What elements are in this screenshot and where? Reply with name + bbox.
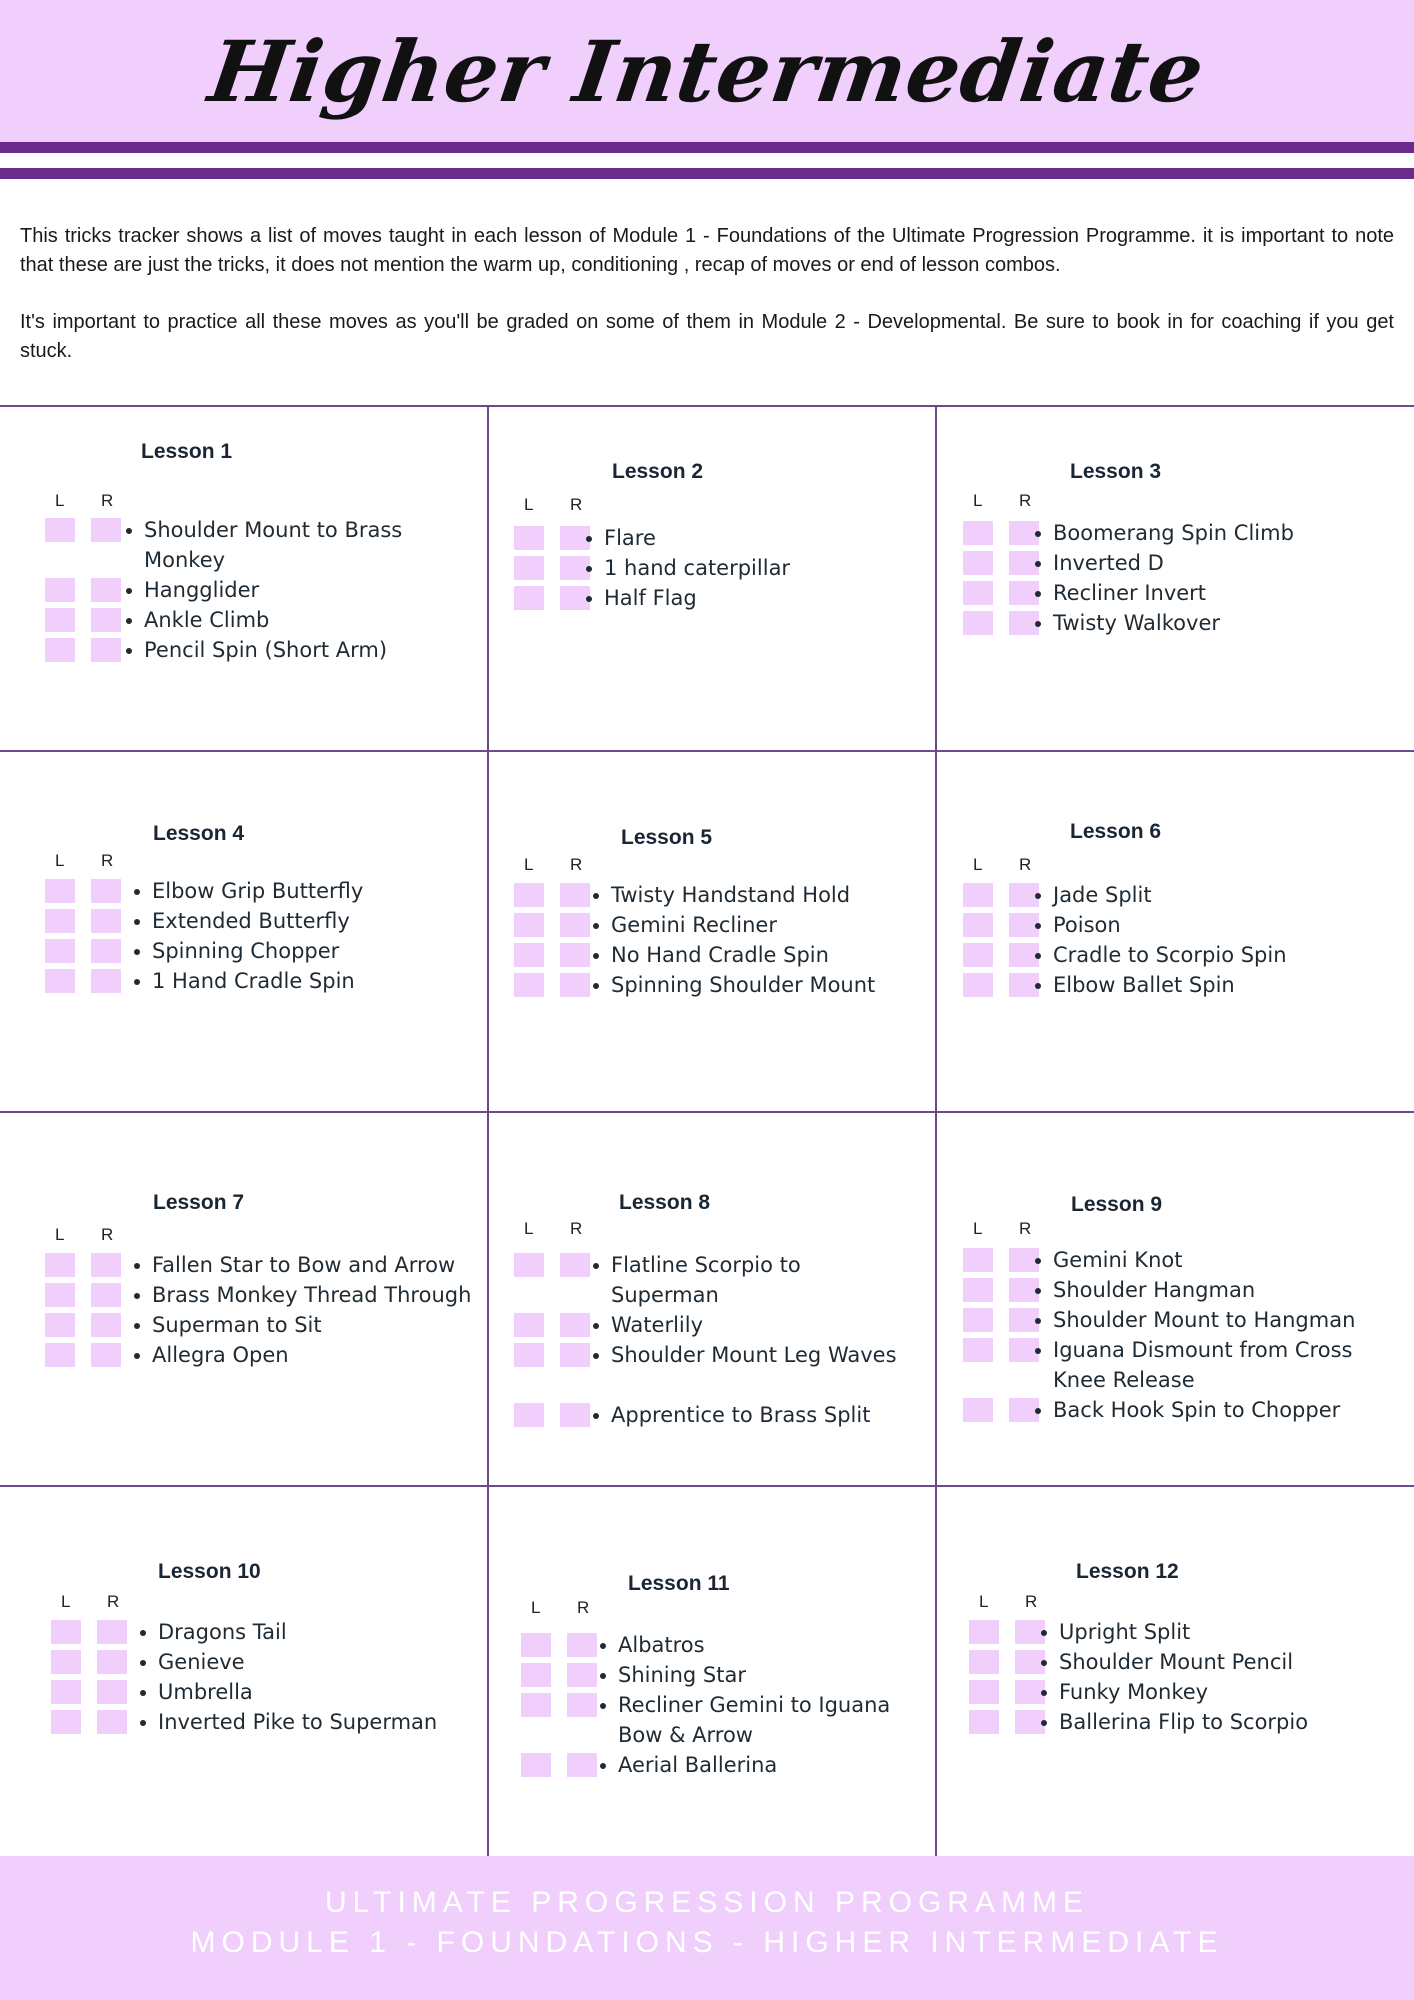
left-checkbox[interactable] <box>963 1338 993 1362</box>
move-item: Umbrella <box>158 1680 253 1704</box>
bullet-icon <box>126 588 132 594</box>
move-item: 1 Hand Cradle Spin <box>152 969 355 993</box>
bullet-icon <box>593 1413 599 1419</box>
left-checkbox[interactable] <box>45 638 75 662</box>
bullet-icon <box>600 1703 606 1709</box>
right-checkbox[interactable] <box>91 1313 121 1337</box>
left-checkbox[interactable] <box>45 1283 75 1307</box>
left-checkbox[interactable] <box>963 1308 993 1332</box>
left-checkbox[interactable] <box>45 939 75 963</box>
column-label-right: R <box>101 491 114 510</box>
move-item: Brass Monkey Thread Through <box>152 1283 472 1307</box>
left-checkbox[interactable] <box>514 913 544 937</box>
left-checkbox[interactable] <box>969 1680 999 1704</box>
grid-line-h4 <box>0 1485 1414 1487</box>
intro-paragraph-1: This tricks tracker shows a list of moves taught in each lesson of Module 1 - Foundations of the Ultimate Progression Programme. it is important to note that these are just the tricks, it does not mention the warm up, conditioning , recap of moves or end of lesson combos. <box>20 225 1394 276</box>
bullet-icon <box>1035 561 1041 567</box>
move-item: Superman to Sit <box>152 1313 322 1337</box>
bullet-icon <box>126 528 132 534</box>
left-checkbox[interactable] <box>45 578 75 602</box>
move-item: Gemini Knot <box>1053 1248 1183 1272</box>
footer-banner <box>0 1856 1414 2000</box>
left-checkbox[interactable] <box>45 608 75 632</box>
left-checkbox[interactable] <box>45 1253 75 1277</box>
bullet-icon <box>1041 1690 1047 1696</box>
right-checkbox[interactable] <box>91 909 121 933</box>
bullet-icon <box>586 566 592 572</box>
bullet-icon <box>1035 893 1041 899</box>
left-checkbox[interactable] <box>45 518 75 542</box>
left-checkbox[interactable] <box>45 1343 75 1367</box>
bullet-icon <box>1041 1660 1047 1666</box>
header-banner <box>0 0 1414 142</box>
bullet-icon <box>593 1323 599 1329</box>
move-item: 1 hand caterpillar <box>604 556 791 580</box>
column-label-left: L <box>61 1592 71 1611</box>
column-label-left: L <box>973 491 983 510</box>
right-checkbox[interactable] <box>97 1650 127 1674</box>
column-label-left: L <box>524 495 534 514</box>
left-checkbox[interactable] <box>45 1313 75 1337</box>
bullet-icon <box>1035 591 1041 597</box>
column-label-left: L <box>55 851 65 870</box>
lesson-title: Lesson 8 <box>619 1191 711 1214</box>
bullet-icon <box>126 618 132 624</box>
left-checkbox[interactable] <box>963 581 993 605</box>
move-item: No Hand Cradle Spin <box>611 943 829 967</box>
left-checkbox[interactable] <box>963 1248 993 1272</box>
grid-line-v2 <box>935 405 937 1856</box>
move-item: Pencil Spin (Short Arm) <box>144 638 388 662</box>
move-item: Recliner Gemini to Iguana Bow & Arrow <box>618 1693 891 1747</box>
lesson-title: Lesson 4 <box>153 822 245 845</box>
right-checkbox[interactable] <box>91 1253 121 1277</box>
left-checkbox[interactable] <box>963 943 993 967</box>
right-checkbox[interactable] <box>91 969 121 993</box>
move-item: Jade Split <box>1053 883 1152 907</box>
move-item: Poison <box>1053 913 1121 937</box>
left-checkbox[interactable] <box>514 1343 544 1367</box>
move-item: Twisty Handstand Hold <box>611 883 851 907</box>
right-checkbox[interactable] <box>567 1753 597 1777</box>
move-item: Recliner Invert <box>1053 581 1207 605</box>
right-checkbox[interactable] <box>91 608 121 632</box>
move-item: Gemini Recliner <box>611 913 777 937</box>
bullet-icon <box>134 979 140 985</box>
grid-line-h2 <box>0 750 1414 752</box>
move-item: Extended Butterfly <box>152 909 350 933</box>
bullet-icon <box>1035 531 1041 537</box>
move-item: Dragons Tail <box>158 1620 287 1644</box>
move-item: Inverted Pike to Superman <box>158 1710 438 1734</box>
left-checkbox[interactable] <box>514 1313 544 1337</box>
left-checkbox[interactable] <box>521 1753 551 1777</box>
move-item: Back Hook Spin to Chopper <box>1053 1398 1341 1422</box>
header-stripe-bottom <box>0 168 1414 179</box>
move-item: Fallen Star to Bow and Arrow <box>152 1253 456 1277</box>
move-item: Spinning Chopper <box>152 939 340 963</box>
right-checkbox[interactable] <box>560 1313 590 1337</box>
header-stripe-top <box>0 142 1414 153</box>
left-checkbox[interactable] <box>963 913 993 937</box>
left-checkbox[interactable] <box>969 1620 999 1644</box>
bullet-icon <box>134 1263 140 1269</box>
left-checkbox[interactable] <box>514 1253 544 1277</box>
bullet-icon <box>134 1323 140 1329</box>
left-checkbox[interactable] <box>963 883 993 907</box>
left-checkbox[interactable] <box>45 969 75 993</box>
left-checkbox[interactable] <box>963 1398 993 1422</box>
left-checkbox[interactable] <box>521 1663 551 1687</box>
left-checkbox[interactable] <box>963 1278 993 1302</box>
page-title: Higher Intermediate <box>203 22 1211 121</box>
move-item: Shoulder Mount to Brass Monkey <box>144 518 403 572</box>
bullet-icon <box>1041 1720 1047 1726</box>
lesson-title: Lesson 1 <box>141 440 233 463</box>
lesson-title: Lesson 7 <box>153 1191 245 1214</box>
bullet-icon <box>140 1630 146 1636</box>
bullet-icon <box>1035 1258 1041 1264</box>
left-checkbox[interactable] <box>514 526 544 550</box>
bullet-icon <box>140 1720 146 1726</box>
bullet-icon <box>134 949 140 955</box>
grid-line-h1 <box>0 405 1414 407</box>
left-checkbox[interactable] <box>969 1710 999 1734</box>
move-item: Flatline Scorpio to Superman <box>611 1253 801 1307</box>
column-label-right: R <box>577 1598 590 1617</box>
left-checkbox[interactable] <box>963 611 993 635</box>
footer-line-1: ULTIMATE PROGRESSION PROGRAMME <box>325 1886 1089 1919</box>
right-checkbox[interactable] <box>91 1343 121 1367</box>
bullet-icon <box>1035 953 1041 959</box>
move-item: Hangglider <box>144 578 260 602</box>
footer-line-2: MODULE 1 - FOUNDATIONS - HIGHER INTERMEDIATE <box>190 1926 1224 1959</box>
move-item: Shoulder Hangman <box>1053 1278 1256 1302</box>
right-checkbox[interactable] <box>560 913 590 937</box>
bullet-icon <box>586 596 592 602</box>
right-checkbox[interactable] <box>560 1253 590 1277</box>
right-checkbox[interactable] <box>91 638 121 662</box>
move-item: Flare <box>604 526 656 550</box>
right-checkbox[interactable] <box>560 1343 590 1367</box>
bullet-icon <box>1041 1630 1047 1636</box>
bullet-icon <box>1035 923 1041 929</box>
bullet-icon <box>1035 1348 1041 1354</box>
bullet-icon <box>134 1293 140 1299</box>
bullet-icon <box>593 1353 599 1359</box>
bullet-icon <box>593 983 599 989</box>
move-item: Shoulder Mount to Hangman <box>1053 1308 1356 1332</box>
move-item: Shoulder Mount Leg Waves <box>611 1343 897 1367</box>
left-checkbox[interactable] <box>51 1620 81 1644</box>
bullet-icon <box>1035 983 1041 989</box>
bullet-icon <box>600 1673 606 1679</box>
lesson-title: Lesson 5 <box>621 826 713 849</box>
left-checkbox[interactable] <box>51 1680 81 1704</box>
left-checkbox[interactable] <box>521 1693 551 1717</box>
right-checkbox[interactable] <box>91 939 121 963</box>
left-checkbox[interactable] <box>514 586 544 610</box>
bullet-icon <box>134 1353 140 1359</box>
right-checkbox[interactable] <box>97 1680 127 1704</box>
move-item: Shining Star <box>618 1663 746 1687</box>
move-item: Allegra Open <box>152 1343 289 1367</box>
move-item: Ankle Climb <box>144 608 270 632</box>
move-item: Boomerang Spin Climb <box>1053 521 1294 545</box>
column-label-right: R <box>101 851 114 870</box>
column-label-right: R <box>570 1219 583 1238</box>
left-checkbox[interactable] <box>45 909 75 933</box>
column-label-right: R <box>1019 491 1032 510</box>
column-label-left: L <box>531 1598 541 1617</box>
move-item: Funky Monkey <box>1059 1680 1209 1704</box>
lesson-title: Lesson 2 <box>612 460 704 483</box>
right-checkbox[interactable] <box>567 1663 597 1687</box>
move-item: Upright Split <box>1059 1620 1191 1644</box>
left-checkbox[interactable] <box>51 1650 81 1674</box>
grid-line-h3 <box>0 1111 1414 1113</box>
column-label-left: L <box>55 491 65 510</box>
move-item: Waterlily <box>611 1313 704 1337</box>
bullet-icon <box>593 893 599 899</box>
lesson-title: Lesson 9 <box>1071 1193 1163 1216</box>
column-label-right: R <box>570 855 583 874</box>
right-checkbox[interactable] <box>97 1620 127 1644</box>
move-item: Twisty Walkover <box>1053 611 1221 635</box>
move-item: Elbow Grip Butterfly <box>152 879 364 903</box>
move-item: Inverted D <box>1053 551 1164 575</box>
move-item: Spinning Shoulder Mount <box>611 973 876 997</box>
right-checkbox[interactable] <box>91 879 121 903</box>
bullet-icon <box>593 923 599 929</box>
left-checkbox[interactable] <box>51 1710 81 1734</box>
move-item: Elbow Ballet Spin <box>1053 973 1235 997</box>
intro-text <box>20 222 1394 394</box>
left-checkbox[interactable] <box>514 973 544 997</box>
left-checkbox[interactable] <box>514 1403 544 1427</box>
left-checkbox[interactable] <box>521 1633 551 1657</box>
lesson-title: Lesson 3 <box>1070 460 1162 483</box>
column-label-left: L <box>973 855 983 874</box>
left-checkbox[interactable] <box>514 556 544 580</box>
column-label-left: L <box>973 1219 983 1238</box>
stripe-gap <box>0 153 1414 168</box>
column-label-right: R <box>1019 855 1032 874</box>
move-item: Albatros <box>618 1633 705 1657</box>
bullet-icon <box>134 889 140 895</box>
bullet-icon <box>600 1763 606 1769</box>
left-checkbox[interactable] <box>45 879 75 903</box>
move-item: Apprentice to Brass Split <box>611 1403 871 1427</box>
right-checkbox[interactable] <box>560 1403 590 1427</box>
move-item: Iguana Dismount from Cross Knee Release <box>1053 1338 1353 1392</box>
left-checkbox[interactable] <box>963 521 993 545</box>
right-checkbox[interactable] <box>560 973 590 997</box>
column-label-right: R <box>570 495 583 514</box>
lesson-title: Lesson 6 <box>1070 820 1162 843</box>
column-label-left: L <box>524 855 534 874</box>
left-checkbox[interactable] <box>969 1650 999 1674</box>
column-label-right: R <box>1019 1219 1032 1238</box>
column-label-left: L <box>524 1219 534 1238</box>
bullet-icon <box>1035 1408 1041 1414</box>
bullet-icon <box>593 1263 599 1269</box>
left-checkbox[interactable] <box>514 883 544 907</box>
right-checkbox[interactable] <box>560 943 590 967</box>
column-label-left: L <box>979 1592 989 1611</box>
bullet-icon <box>134 919 140 925</box>
bullet-icon <box>593 953 599 959</box>
bullet-icon <box>586 536 592 542</box>
move-item: Genieve <box>158 1650 245 1674</box>
lesson-title: Lesson 12 <box>1076 1560 1179 1583</box>
bullet-icon <box>1035 1318 1041 1324</box>
left-checkbox[interactable] <box>514 943 544 967</box>
right-checkbox[interactable] <box>91 518 121 542</box>
bullet-icon <box>600 1643 606 1649</box>
bullet-icon <box>1035 621 1041 627</box>
move-item: Aerial Ballerina <box>618 1753 778 1777</box>
move-item: Shoulder Mount Pencil <box>1059 1650 1294 1674</box>
right-checkbox[interactable] <box>560 883 590 907</box>
left-checkbox[interactable] <box>963 973 993 997</box>
grid-line-v1 <box>487 405 489 1856</box>
column-label-right: R <box>107 1592 120 1611</box>
move-item: Ballerina Flip to Scorpio <box>1059 1710 1309 1734</box>
bullet-icon <box>140 1660 146 1666</box>
right-checkbox[interactable] <box>567 1633 597 1657</box>
right-checkbox[interactable] <box>91 1283 121 1307</box>
bullet-icon <box>126 648 132 654</box>
left-checkbox[interactable] <box>963 551 993 575</box>
intro-paragraph-2: It's important to practice all these moves as you'll be graded on some of them in Module 2 - Developmental. Be sure to book in for coaching if you get stuck. <box>20 311 1394 362</box>
column-label-right: R <box>1025 1592 1038 1611</box>
bullet-icon <box>1035 1288 1041 1294</box>
right-checkbox[interactable] <box>567 1693 597 1717</box>
right-checkbox[interactable] <box>91 578 121 602</box>
right-checkbox[interactable] <box>97 1710 127 1734</box>
lesson-title: Lesson 11 <box>628 1572 730 1595</box>
column-label-right: R <box>101 1225 114 1244</box>
bullet-icon <box>140 1690 146 1696</box>
column-label-left: L <box>55 1225 65 1244</box>
move-item: Half Flag <box>604 586 697 610</box>
lesson-title: Lesson 10 <box>158 1560 261 1583</box>
move-item: Cradle to Scorpio Spin <box>1053 943 1287 967</box>
